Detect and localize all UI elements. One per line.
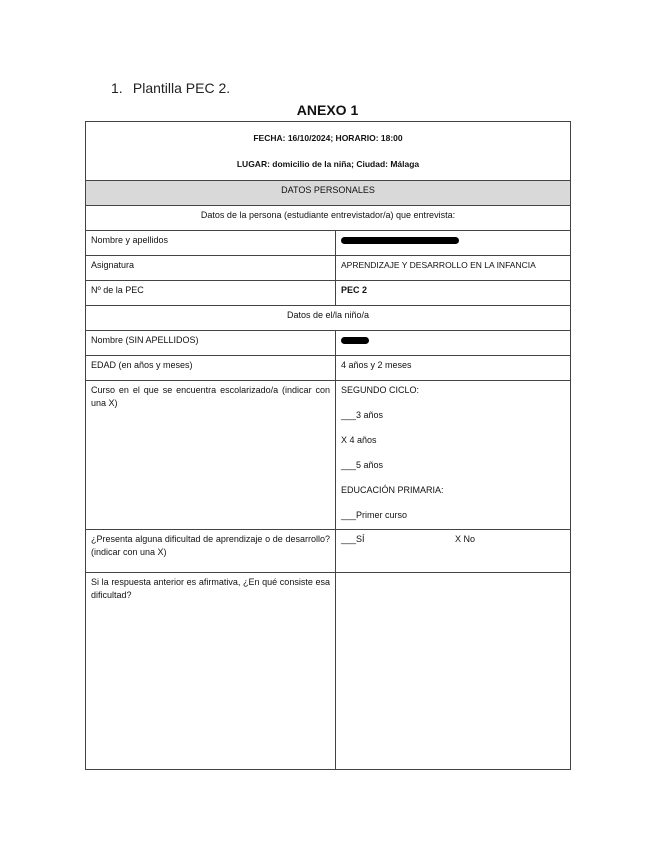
personal-section-row bbox=[86, 181, 571, 206]
child-header: Datos de el/la niño/a bbox=[86, 306, 571, 331]
option-line: ___3 años bbox=[341, 410, 384, 420]
heading-number: 1. bbox=[111, 80, 123, 96]
npec-label: Nº de la PEC bbox=[86, 281, 336, 306]
curso-options bbox=[336, 381, 571, 530]
table-row bbox=[86, 331, 571, 356]
child-header-row bbox=[86, 306, 571, 331]
npec-value: PEC 2 bbox=[336, 281, 571, 306]
table-row bbox=[86, 256, 571, 281]
table-row bbox=[86, 381, 571, 530]
option-line: ___Primer curso bbox=[341, 510, 408, 520]
table-row bbox=[86, 573, 571, 770]
afirmativa-label: Si la respuesta anterior es afirmativa, ¿En qué consiste esa dificultad? bbox=[86, 573, 336, 770]
option-line: EDUCACIÓN PRIMARIA: bbox=[341, 485, 444, 495]
lugar-text: LUGAR: domicilio de la niña; Ciudad: Málaga bbox=[236, 159, 420, 169]
header-cell bbox=[86, 122, 571, 181]
option-line: SEGUNDO CICLO: bbox=[341, 385, 420, 395]
fecha-text: FECHA: 16/10/2024; HORARIO: 18:00 bbox=[253, 133, 403, 143]
interviewer-header: Datos de la persona (estudiante entrevistador/a) que entrevista: bbox=[86, 206, 571, 231]
header-row bbox=[86, 122, 571, 181]
edad-label: EDAD (en años y meses) bbox=[86, 356, 336, 381]
section-heading bbox=[111, 80, 230, 96]
redaction-mark bbox=[341, 237, 459, 244]
dificultad-no: X No bbox=[455, 534, 476, 544]
curso-label: Curso en el que se encuentra escolarizado/a (indicar con una X) bbox=[86, 381, 336, 530]
nombre-label: Nombre y apellidos bbox=[86, 231, 336, 256]
table-row bbox=[86, 530, 571, 573]
interviewer-header-row bbox=[86, 206, 571, 231]
personal-section-title: DATOS PERSONALES bbox=[86, 181, 571, 206]
pec-form-table bbox=[85, 121, 571, 770]
table-row bbox=[86, 356, 571, 381]
heading-text: Plantilla PEC 2. bbox=[132, 80, 231, 96]
child-nombre-value bbox=[336, 331, 571, 356]
edad-value: 4 años y 2 meses bbox=[336, 356, 571, 381]
nombre-value bbox=[336, 231, 571, 256]
table-row bbox=[86, 231, 571, 256]
table-row bbox=[86, 281, 571, 306]
child-nombre-label: Nombre (SIN APELLIDOS) bbox=[86, 331, 336, 356]
option-line: X 4 años bbox=[341, 435, 377, 445]
dificultad-label: ¿Presenta alguna dificultad de aprendizaje o de desarrollo? (indicar con una X) bbox=[86, 530, 336, 573]
dificultad-options bbox=[336, 530, 571, 573]
asignatura-value: APRENDIZAJE Y DESARROLLO EN LA INFANCIA bbox=[336, 256, 571, 281]
asignatura-label: Asignatura bbox=[86, 256, 336, 281]
redaction-mark bbox=[341, 337, 369, 344]
dificultad-si: ___SÍ bbox=[341, 534, 365, 544]
afirmativa-value bbox=[336, 573, 571, 770]
option-line: ___5 años bbox=[341, 460, 384, 470]
annex-title: ANEXO 1 bbox=[296, 102, 359, 118]
